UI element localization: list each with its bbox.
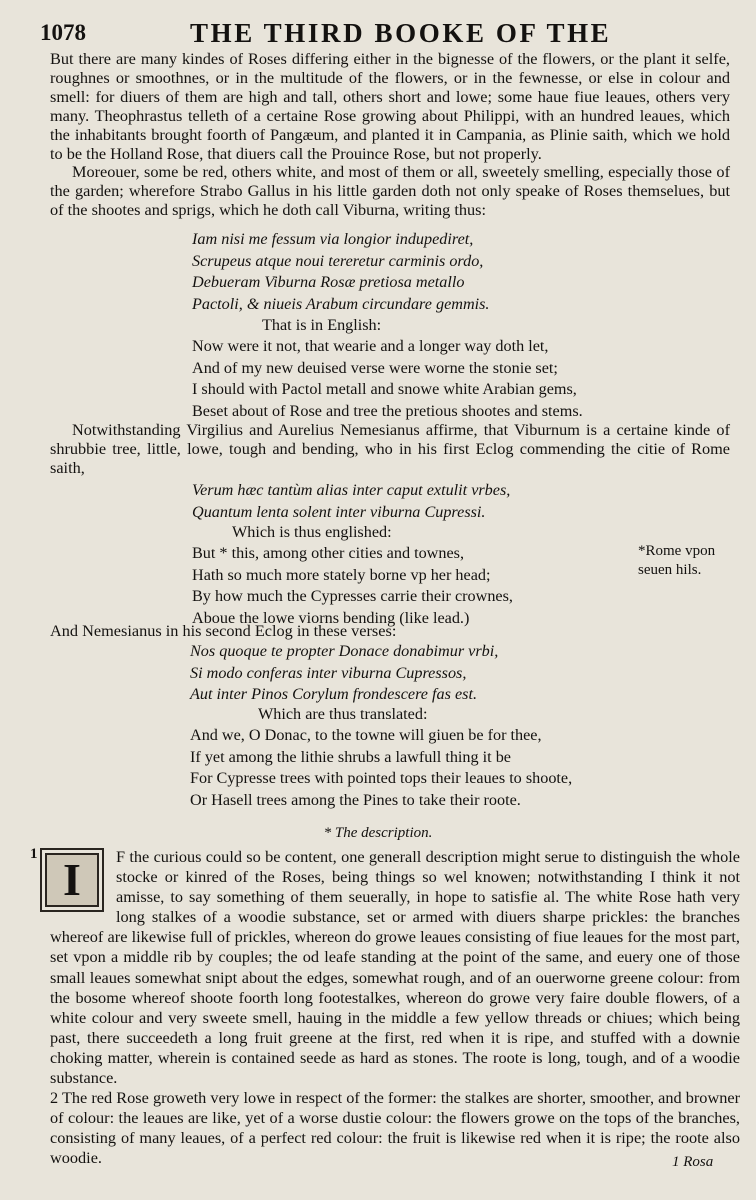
- verse-line: Verum hæc tantùm alias inter caput extulit vrbes,: [192, 481, 511, 499]
- description-text-1: [50, 847, 740, 1088]
- paragraph-nemesianus: [50, 622, 730, 641]
- which-is-thus-englished: [232, 522, 392, 544]
- description-block: [50, 847, 740, 1169]
- catchword: [672, 1153, 713, 1172]
- latin-verse-1: [192, 229, 489, 315]
- verse-line: Si modo conferas inter viburna Cupressos,: [190, 663, 467, 682]
- description-paragraph-1: F the curious could so be content, one generall description might serue to distinguish the whole stocke or kinred of the Roses, being things so wel knowen; notwithstanding I think it not amisse, to say something of them seuerally, in hope to satisfie al. The white Rose hath very long stalkes of a woodie substance, set or armed with diuers sharpe prickles: the branches whereof are likewise full of prickles, whereon do growe leaues consisting of fiue leaues for the most part, set vpon a middle rib by couples; the od leafe standing at the point of the same, and euery one of those small leaues somewhat snipt about the edges, somewhat rough, and of an ouerworne greene colour: from the bosome whereof shoote foorth long footestalkes, whereon do growe very faire double flowers, of a white colour and very sweete smell, hauing in the middle a few yellow threads or chiues; which being past, there succeedeth a long fruit greene at the first, red when it is ripe, and stuffed with a downie choking matter, wherein is contained seede as hard as stones. The roote is long, tough, and of a woodie substance.: [50, 847, 740, 1088]
- verse-line: Hath so much more stately borne vp her head;: [192, 565, 491, 584]
- paragraph-text: Moreouer, some be red, others white, and most of them or all, sweetely smelling, especially those of the garden; wherefore Strabo Gallus in his little garden doth not only speake of Roses themselues, but of the shootes and sprigs, which he doth call Viburna, writing thus:: [50, 162, 730, 219]
- margin-note-line: seuen hils.: [638, 562, 702, 578]
- latin-verse-2: [192, 480, 510, 523]
- paragraph-text: And Nemesianus in his second Eclog in these verses:: [50, 621, 397, 640]
- verse-label: Which is thus englished:: [232, 523, 392, 541]
- verse-line: By how much the Cypresses carrie their crownes,: [192, 587, 513, 605]
- paragraph-text: Notwithstanding Virgilius and Aurelius Nemesianus affirme, that Viburnum is a certaine kinde of shrubbie tree, little, lowe, tough and bending, who in his first Eclog commending the citie of Rome saith,: [50, 420, 730, 477]
- verse-line: Scrupeus atque noui tereretur carminis ordo,: [192, 251, 484, 270]
- paragraph-red-white: [50, 163, 730, 220]
- drop-cap: I: [40, 848, 104, 912]
- description-paragraph-2: 2 The red Rose groweth very lowe in respect of the former: the stalkes are shorter, smoother, and browner of colour: the leaues are like, yet of a worse dustie colour: the flowers growe on the tops of the branches, consisting of many leaues, of a perfect red colour: the fruit is likewise red when it is ripe; the roote also woodie.: [50, 1088, 740, 1168]
- margin-note-line: *Rome vpon: [638, 543, 716, 559]
- which-are-thus-translated: [258, 704, 427, 726]
- verse-label: That is in English:: [262, 316, 382, 334]
- that-is-in-english: [262, 315, 381, 337]
- paragraph-text: But there are many kindes of Roses differing either in the bignesse of the flowers, or the plant it selfe, roughnes or smoothnes, or in the multitude of the flowers, or in the fewnesse, or else in colour and smell: for diuers of them are high and tall, others short and lowe; some haue fiue leaues, others very many. Theophrastus telleth of a certaine Rose growing about Philippi, with an hundred leaues, which the inhabitants brought foorth of Pangæum, and planted it in Campania, as Plinie saith, which we hold to be the Holland Rose, that diuers call the Prouince Rose, but not properly.: [50, 49, 730, 163]
- page-header: [0, 14, 756, 50]
- english-verse-3: [190, 725, 572, 811]
- verse-line: Aboue the lowe viorns bending (like lead.): [192, 608, 470, 627]
- verse-line: And we, O Donac, to the towne will giuen be for thee,: [190, 726, 542, 744]
- verse-line: If yet among the lithie shrubs a lawfull thing it be: [190, 747, 511, 766]
- running-title: THE THIRD BOOKE OF THE: [190, 18, 612, 48]
- english-verse-1: [192, 336, 583, 422]
- verse-line: Quantum lenta solent inter viburna Cupressi.: [192, 502, 486, 521]
- verse-line: And of my new deuised verse were worne the stonie set;: [192, 358, 558, 377]
- section-marker: 1: [30, 846, 38, 862]
- verse-line: Iam nisi me fessum via longior indupediret,: [192, 230, 474, 248]
- verse-line: But * this, among other cities and townes,: [192, 544, 465, 562]
- english-verse-2: [192, 543, 513, 629]
- verse-line: Nos quoque te propter Donace donabimur vrbi,: [190, 642, 499, 660]
- verse-label: Which are thus translated:: [258, 705, 428, 723]
- verse-line: I should with Pactol metall and snowe white Arabian gems,: [192, 380, 577, 398]
- description-heading: * The description.: [323, 825, 433, 841]
- margin-note: [638, 542, 715, 580]
- page-number: 1078: [40, 20, 86, 45]
- verse-line: Debueram Viburna Rosæ pretiosa metallo: [192, 273, 465, 291]
- verse-line: For Cypresse trees with pointed tops their leaues to shoote,: [190, 769, 573, 787]
- drop-cap-spacer: [50, 847, 116, 909]
- verse-line: Or Hasell trees among the Pines to take their roote.: [190, 790, 521, 809]
- paragraph-kinds-of-roses: [50, 50, 730, 163]
- catchword-text: 1 Rosa: [672, 1154, 714, 1170]
- verse-line: Aut inter Pinos Corylum frondescere fas est.: [190, 685, 477, 703]
- paragraph-viburnum: [50, 421, 730, 478]
- verse-line: Now were it not, that wearie and a longer way doth let,: [192, 337, 549, 355]
- latin-verse-3: [190, 641, 498, 706]
- verse-line: Beset about of Rose and tree the pretious shootes and stems.: [192, 401, 583, 420]
- verse-line: Pactoli, & niueis Arabum circundare gemmis.: [192, 294, 490, 313]
